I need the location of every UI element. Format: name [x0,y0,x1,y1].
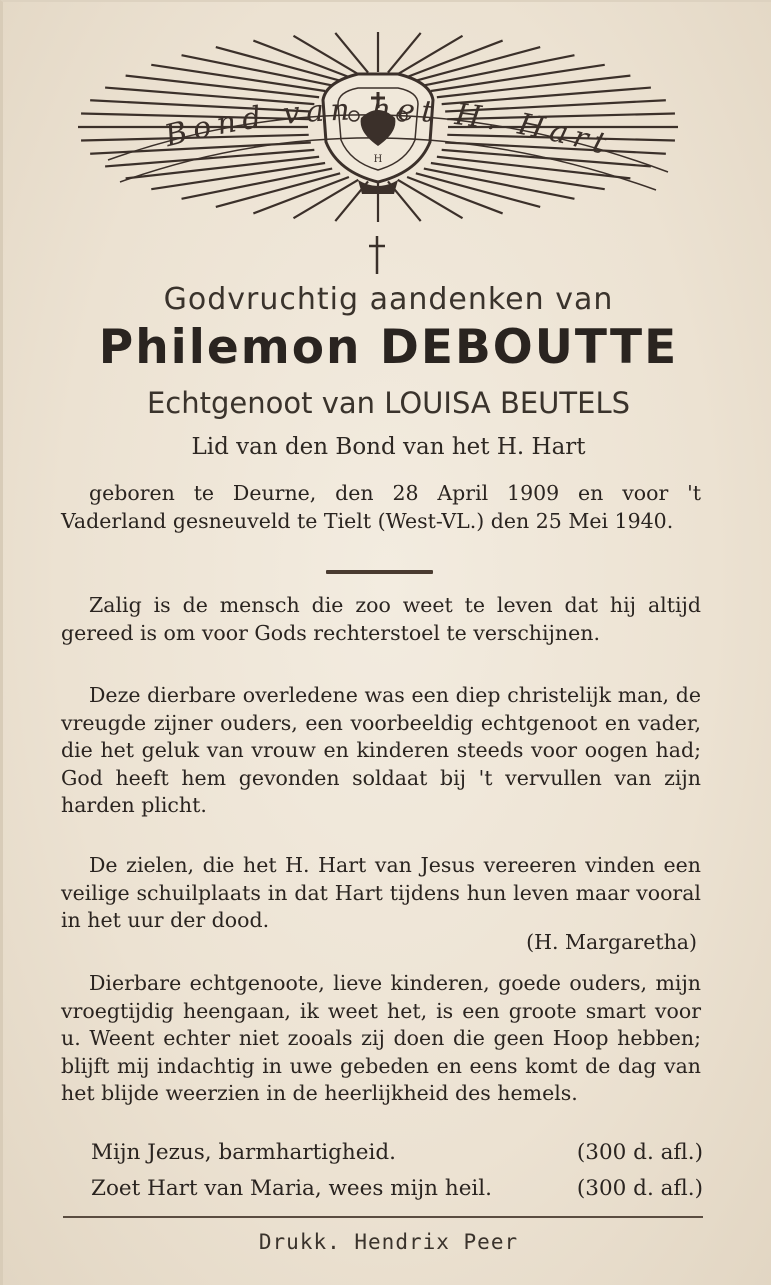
sacred-heart-emblem [58,22,698,232]
sacred-heart-paragraph: De zielen, die het H. Hart van Jesus vereeren vinden een veilige schuilplaats in dat Hart tijdens hun leven maar vooral in het uur der dood. [61,853,701,932]
ray [388,33,421,73]
svg-text:Bond van het H. Hart: Bond van het H. Hart [161,92,616,164]
divider [326,570,433,574]
intro-line: Godvruchtig aandenken van [163,282,614,317]
farewell-paragraph: Dierbare echtgenoote, lieve kinderen, goede ouders, mijn vroegtijdig heengaan, ik weet het, is een groote smart voor u. Weent echter niet zooals zij doen die geen Hoop hebben; blijft mij indachtig in uwe gebeden en eens komt de dag van het blijde weerzien in de heerlijkheid des hemels. [61,971,701,1105]
prayer-line [91,1140,703,1165]
printer-credit: Drukk. Hendrix Peer [258,1230,519,1254]
membership-line: Lid van den Bond van het H. Hart [191,434,586,460]
eulogy-paragraph: Deze dierbare overledene was een diep christelijk man, de vreugde zijner ouders, een voorbeeldig echtgenoot en vader, die het geluk van vrouw en kinderen steeds voor oogen had; God heeft hem gevonden soldaat bij 't vervullen van zijn harden plicht. [61,683,701,817]
birth-paragraph: geboren te Deurne, den 28 April 1909 en voor 't Vaderland gesneuveld te Tielt (West-VL.) den 25 Mei 1940. [61,481,701,533]
spouse-line: Echtgenoot van LOUISA BEUTELS [146,386,631,420]
beatitude-paragraph: Zalig is de mensch die zoo weet te leven dat hij altijd gereed is om voor Gods rechterstoel te verschijnen. [61,593,701,645]
attribution: (H. Margaretha) [526,930,697,954]
prayer-text: Zoet Hart van Maria, wees mijn heil. [91,1176,493,1201]
deceased-name: Philemon DEBOUTTE [98,320,679,375]
ray [335,33,368,73]
prayer-line [91,1176,703,1201]
svg-text:H: H [373,154,383,165]
footer-rule [63,1216,703,1218]
indulgence: (300 d. afl.) [576,1140,703,1165]
cross-icon [363,234,391,276]
prayer-text: Mijn Jezus, barmhartigheid. [91,1140,396,1165]
indulgence: (300 d. afl.) [576,1176,703,1201]
